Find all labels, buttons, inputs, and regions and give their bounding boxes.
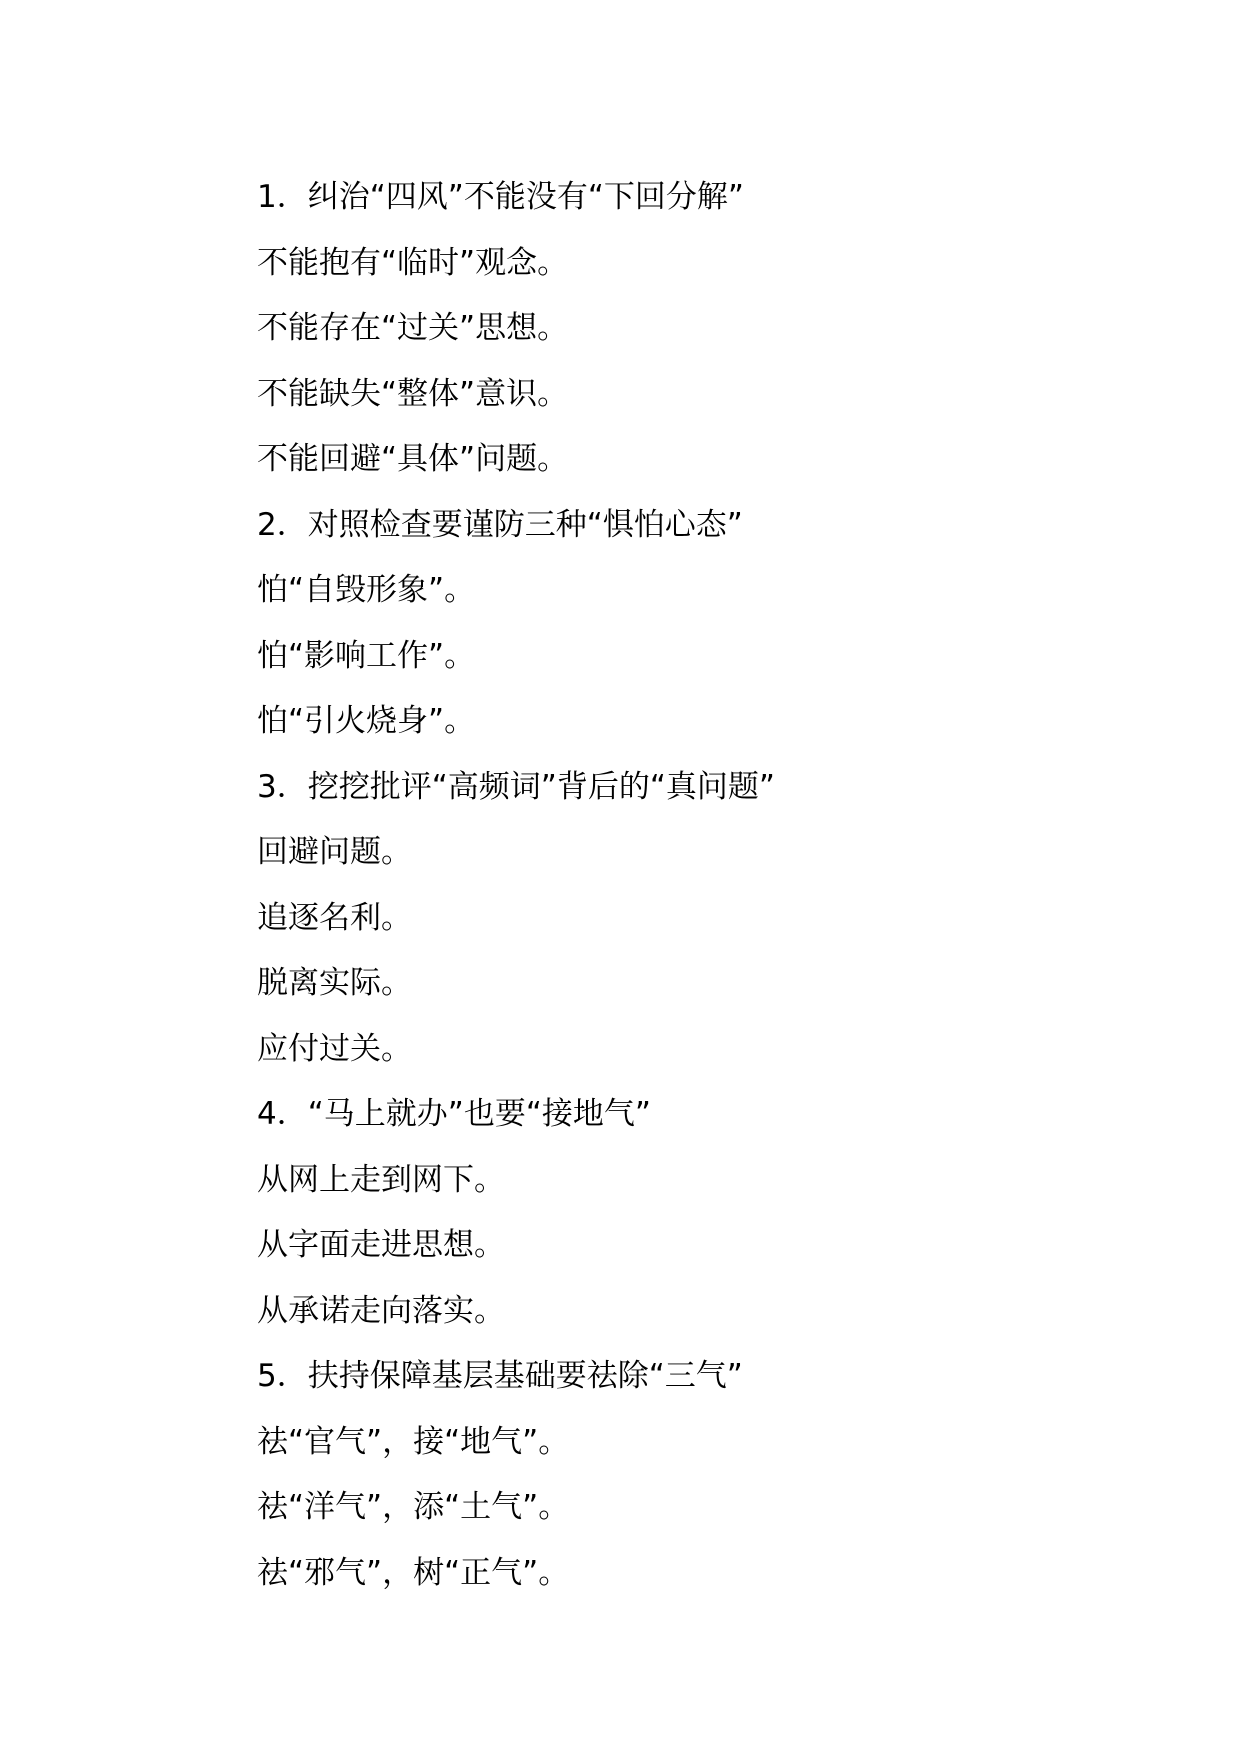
text-line: 脱离实际。 — [257, 965, 412, 1001]
text-line: 不能缺失“整体”意识。 — [257, 375, 569, 412]
document-body — [257, 165, 1157, 1606]
section-heading-2: 2．对照检查要谨防三种“惧怕心态” — [257, 506, 743, 543]
section-heading-4: 4．“马上就办”也要“接地气” — [257, 1096, 651, 1132]
text-line: 祛“洋气”，添“土气”。 — [257, 1489, 570, 1525]
text-line: 从承诺走向落实。 — [257, 1292, 505, 1329]
text-line: 应付过关。 — [257, 1030, 412, 1067]
section-heading-5: 5．扶持保障基层基础要祛除“三气” — [257, 1358, 743, 1394]
text-line: 祛“官气”，接“地气”。 — [257, 1423, 570, 1460]
text-line: 怕“自毁形象”。 — [257, 572, 476, 608]
text-line: 祛“邪气”，树“正气”。 — [257, 1554, 570, 1591]
text-line: 回避问题。 — [257, 834, 412, 870]
text-line: 追逐名利。 — [257, 899, 412, 936]
text-line: 从网上走到网下。 — [257, 1161, 505, 1198]
section-heading-3: 3．挖挖批评“高频词”背后的“真问题” — [257, 768, 775, 805]
section-heading-1: 1．纠治“四风”不能没有“下回分解” — [257, 179, 744, 215]
text-line: 不能存在“过关”思想。 — [257, 310, 569, 346]
text-line: 不能抱有“临时”观念。 — [257, 244, 569, 281]
text-line: 从字面走进思想。 — [257, 1227, 505, 1263]
text-line: 不能回避“具体”问题。 — [257, 441, 569, 477]
text-line: 怕“引火烧身”。 — [257, 703, 476, 739]
text-line: 怕“影响工作”。 — [257, 637, 476, 674]
